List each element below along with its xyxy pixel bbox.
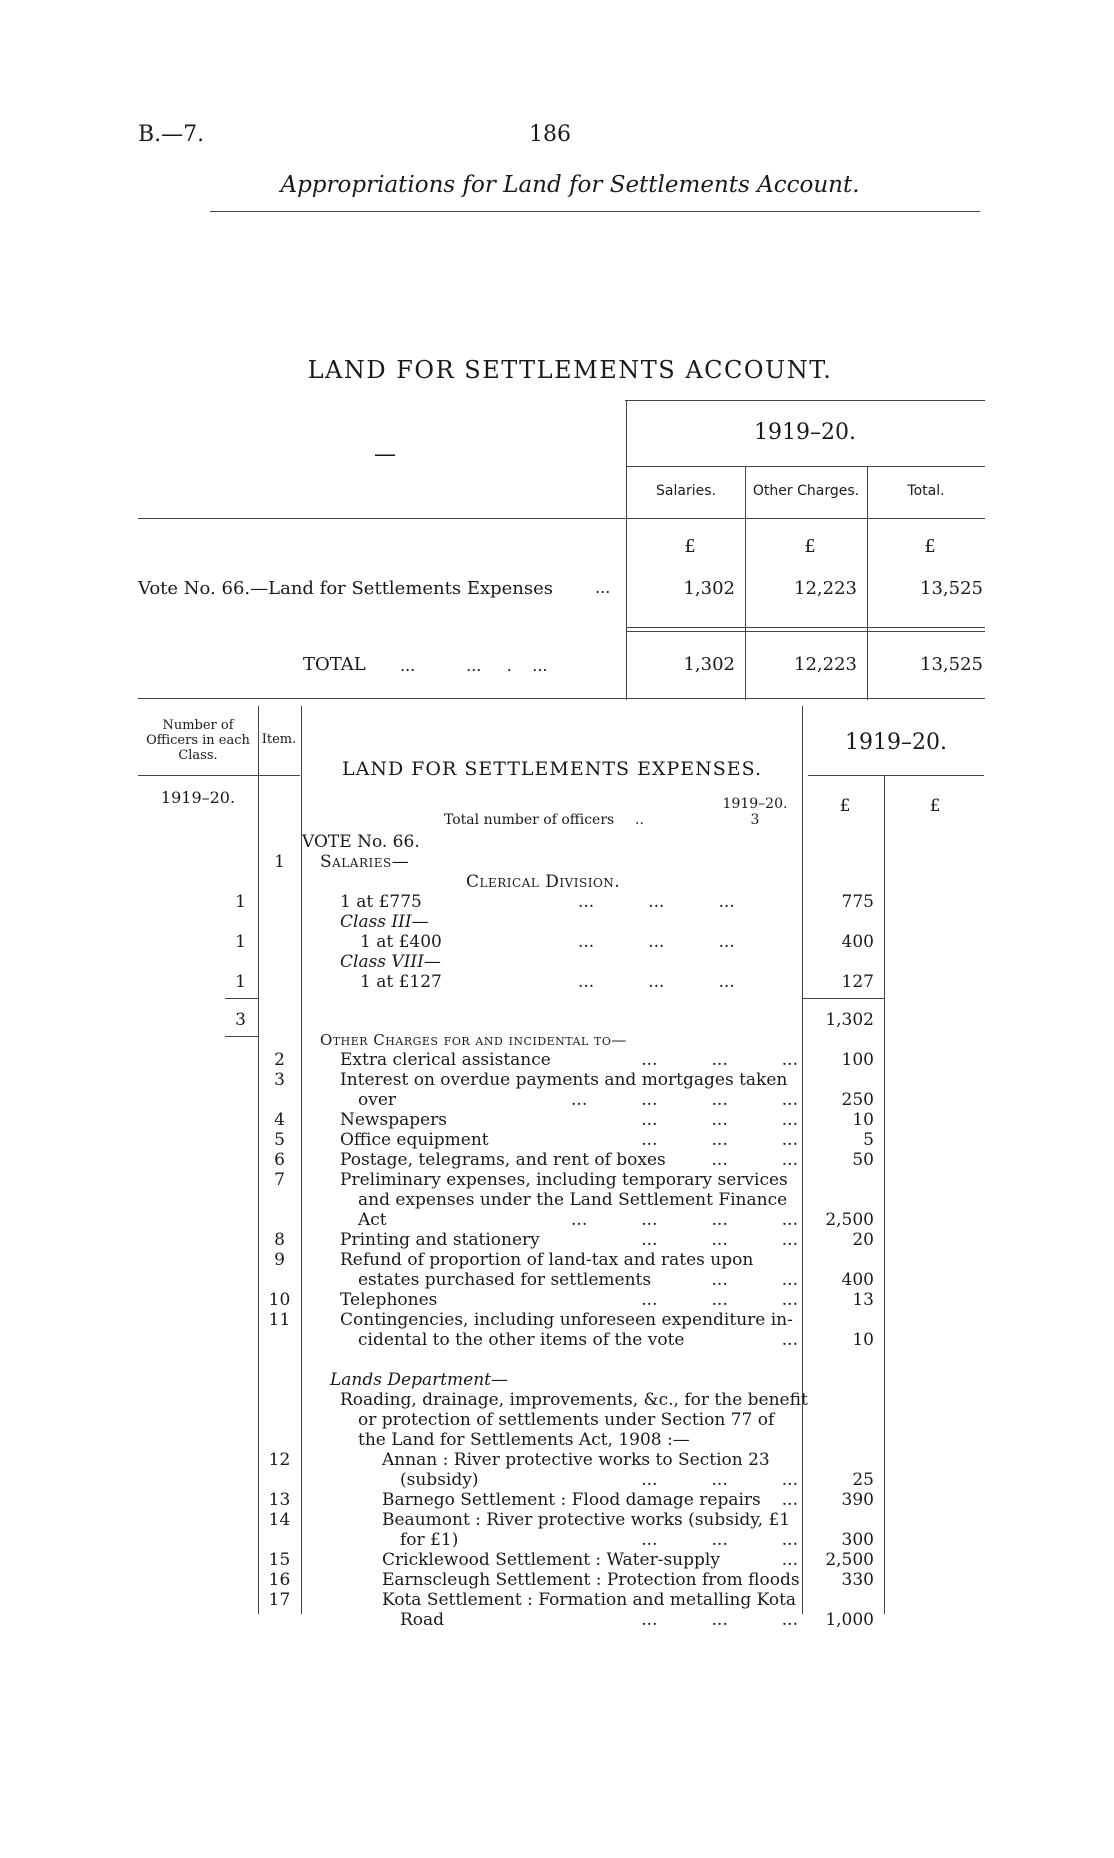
- salaries-heading: Salaries—: [320, 852, 410, 872]
- line-text: Newspapers: [340, 1110, 448, 1130]
- item-number: 4: [274, 1110, 285, 1130]
- header-rule: [210, 211, 980, 212]
- summary-year: 1919–20.: [754, 420, 856, 445]
- item-number: 11: [268, 1310, 291, 1330]
- line-text: (subsidy): [400, 1470, 479, 1490]
- line-text: Interest on overdue payments and mortgages taken: [340, 1070, 788, 1090]
- line-text: Road: [400, 1610, 445, 1630]
- officers-total: 3: [235, 1010, 246, 1030]
- salary-line-label: 1 at £127: [360, 972, 442, 992]
- line-text: Cricklewood Settlement : Water-supply: [382, 1550, 720, 1570]
- leader-dots: ... ... ... ...: [571, 1090, 798, 1110]
- running-title: Appropriations for Land for Settlements Account.: [280, 172, 860, 198]
- leader-dots: ... ...: [711, 1150, 798, 1170]
- lands-department-heading: Lands Department—: [330, 1370, 509, 1390]
- officers-total-rule: [225, 1036, 258, 1037]
- line-text: Beaumont : River protective works (subsidy, £1: [382, 1510, 791, 1530]
- line-amount: 5: [863, 1130, 874, 1150]
- summary-year-rule: [627, 466, 985, 467]
- salary-amount: 775: [841, 892, 874, 912]
- salaries-item-number: 1: [274, 852, 285, 872]
- officers-header-rule: [138, 775, 300, 776]
- line-text: Extra clerical assistance: [340, 1050, 551, 1070]
- leader-dots: ... ... ...: [641, 1530, 798, 1550]
- summary-header-rule: [138, 518, 985, 519]
- other-charges-heading: Other Charges for and incidental to—: [320, 1031, 627, 1049]
- vote-label: Vote No. 66.—Land for Settlements Expenses: [138, 578, 554, 599]
- leader-dots: ... ... ...: [578, 972, 735, 992]
- leader-dots: ... ... ...: [578, 892, 735, 912]
- total-officers-dots: ..: [635, 812, 644, 828]
- item-number: 2: [274, 1050, 285, 1070]
- officers-subtotal-rule: [225, 998, 258, 999]
- line-amount: 20: [852, 1230, 874, 1250]
- line-text: Refund of proportion of land-tax and rates upon: [340, 1250, 754, 1270]
- leader-dots: ... ... ...: [641, 1230, 798, 1250]
- item-number: 7: [274, 1170, 285, 1190]
- item-number: 17: [268, 1590, 291, 1610]
- total-salaries-amount: 1,302: [683, 654, 735, 675]
- line-amount: 400: [841, 1270, 874, 1290]
- line-text: Kota Settlement : Formation and metalling Kota: [382, 1590, 797, 1610]
- col-header-officers: Number of Officers in each Class.: [146, 718, 250, 763]
- line-amount: 300: [841, 1530, 874, 1550]
- line-text: Annan : River protective works to Section 23: [382, 1450, 770, 1470]
- total-total-amount: 13,525: [920, 654, 983, 675]
- item-number: 9: [274, 1250, 285, 1270]
- officers-count: 1: [235, 892, 246, 912]
- total-officers-label: Total number of officers: [444, 812, 615, 828]
- item-number: 3: [274, 1070, 285, 1090]
- line-amount: 10: [852, 1110, 874, 1130]
- vote-leader-dots: ...: [595, 578, 611, 597]
- item-number: 5: [274, 1130, 285, 1150]
- line-text: and expenses under the Land Settlement Finance: [358, 1190, 788, 1210]
- line-amount: 330: [841, 1570, 874, 1590]
- line-amount: 25: [852, 1470, 874, 1490]
- currency-symbol-salaries: £: [684, 536, 696, 557]
- leader-dots: ...: [781, 1490, 798, 1510]
- summary-stub-dash: —: [374, 442, 396, 467]
- leader-dots: ... ... ... ...: [571, 1210, 798, 1230]
- currency-symbol-totals: £: [929, 796, 941, 816]
- salary-amount: 400: [841, 932, 874, 952]
- line-text: Act: [358, 1210, 387, 1230]
- line-amount: 2,500: [825, 1550, 874, 1570]
- line-text: Barnego Settlement : Flood damage repairs: [382, 1490, 761, 1510]
- salary-amount: 127: [841, 972, 874, 992]
- col-header-total: Total.: [907, 483, 945, 499]
- leader-dots: ... ... ...: [641, 1290, 798, 1310]
- salaries-total: 1,302: [825, 1010, 874, 1030]
- line-text: cidental to the other items of the vote: [358, 1330, 685, 1350]
- line-text: Printing and stationery: [340, 1230, 540, 1250]
- total-rule-top: [627, 627, 985, 628]
- leader-dots: ... ... ...: [578, 932, 735, 952]
- item-number: 15: [268, 1550, 291, 1570]
- leader-dots: ... ...: [711, 1270, 798, 1290]
- line-text: Postage, telegrams, and rent of boxes: [340, 1150, 666, 1170]
- line-text: the Land for Settlements Act, 1908 :—: [358, 1430, 690, 1450]
- vote-heading: VOTE No. 66.: [302, 832, 420, 852]
- detail-year: 1919–20.: [845, 730, 947, 755]
- salary-line-label: 1 at £775: [340, 892, 422, 912]
- line-amount: 250: [841, 1090, 874, 1110]
- summary-bottom-rule: [138, 698, 985, 699]
- detail-title: LAND FOR SETTLEMENTS EXPENSES.: [341, 758, 763, 780]
- leader-dots: ... ... ...: [641, 1470, 798, 1490]
- leader-dots: ... ... ...: [641, 1610, 798, 1630]
- line-amount: 100: [841, 1050, 874, 1070]
- line-amount: 390: [841, 1490, 874, 1510]
- col-header-item: Item.: [261, 732, 297, 747]
- total-other-charges-amount: 12,223: [794, 654, 857, 675]
- class-iii-heading: Class III—: [340, 912, 429, 932]
- officers-count: 1: [235, 972, 246, 992]
- line-text: Roading, drainage, improvements, &c., for the benefit: [340, 1390, 808, 1410]
- line-text: Office equipment: [340, 1130, 489, 1150]
- line-text: Earnscleugh Settlement : Protection from floods: [382, 1570, 800, 1590]
- officers-count: 1: [235, 932, 246, 952]
- item-number: 13: [268, 1490, 291, 1510]
- line-amount: 10: [852, 1330, 874, 1350]
- total-rule-bottom: [627, 631, 985, 632]
- officers-year: 1919–20.: [160, 788, 236, 807]
- line-amount: 2,500: [825, 1210, 874, 1230]
- summary-title: LAND FOR SETTLEMENTS ACCOUNT.: [307, 356, 833, 384]
- leader-dots: ... ... ...: [641, 1110, 798, 1130]
- item-number: 12: [268, 1450, 291, 1470]
- currency-symbol-other: £: [804, 536, 816, 557]
- line-text: Contingencies, including unforeseen expenditure in-: [340, 1310, 793, 1330]
- salaries-subtotal-rule: [802, 998, 884, 999]
- line-text: for £1): [400, 1530, 459, 1550]
- vote-total-amount: 13,525: [920, 578, 983, 599]
- summary-top-rule: [625, 400, 985, 401]
- total-label: TOTAL: [303, 654, 366, 675]
- leader-dots: ... ... ...: [641, 1050, 798, 1070]
- currency-symbol-total: £: [924, 536, 936, 557]
- line-text: Telephones: [340, 1290, 438, 1310]
- leader-dots: ... ... ...: [641, 1130, 798, 1150]
- total-officers-value: 3: [750, 812, 760, 828]
- line-text: Preliminary expenses, including temporary services: [340, 1170, 788, 1190]
- line-text: estates purchased for settlements: [358, 1270, 652, 1290]
- leader-dots: ...: [781, 1330, 798, 1350]
- currency-symbol-items: £: [839, 796, 851, 816]
- col-header-salaries: Salaries.: [656, 483, 716, 499]
- vote-other-charges-amount: 12,223: [794, 578, 857, 599]
- line-amount: 1,000: [825, 1610, 874, 1630]
- total-officers-year: 1919–20.: [722, 796, 788, 812]
- page-number: 186: [529, 122, 571, 147]
- year-header-rule: [808, 775, 984, 776]
- class-viii-heading: Class VIII—: [340, 952, 441, 972]
- item-number: 14: [268, 1510, 291, 1530]
- clerical-division-heading: Clerical Division.: [466, 872, 621, 892]
- salary-line-label: 1 at £400: [360, 932, 442, 952]
- total-leader-dots: ... ... . ...: [400, 656, 548, 675]
- item-number: 10: [268, 1290, 291, 1310]
- detail-divider-amount-right: [884, 775, 885, 1614]
- item-number: 8: [274, 1230, 285, 1250]
- document-reference: B.—7.: [138, 122, 205, 147]
- line-amount: 50: [852, 1150, 874, 1170]
- line-amount: 13: [852, 1290, 874, 1310]
- leader-dots: ...: [781, 1550, 798, 1570]
- item-number: 16: [268, 1570, 291, 1590]
- vote-salaries-amount: 1,302: [683, 578, 735, 599]
- line-text: or protection of settlements under Section 77 of: [358, 1410, 775, 1430]
- col-header-other-charges: Other Charges.: [752, 483, 860, 499]
- item-number: 6: [274, 1150, 285, 1170]
- line-text: over: [358, 1090, 397, 1110]
